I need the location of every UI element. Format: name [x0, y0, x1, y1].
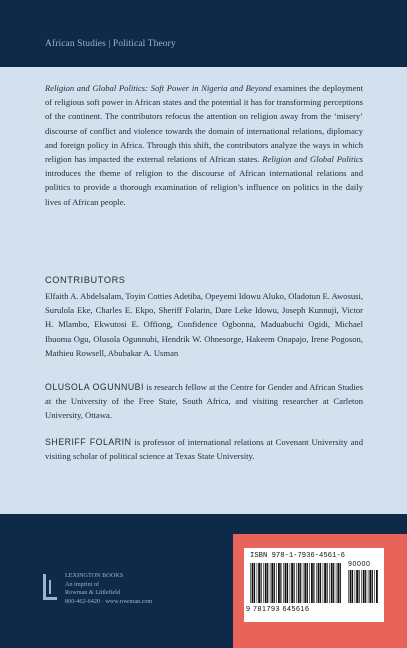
publisher-name: LEXINGTON BOOKS	[65, 572, 124, 579]
barcode-panel	[233, 534, 407, 648]
barcode-card	[244, 548, 384, 622]
publisher-parent: Rowman & Littlefield	[65, 589, 120, 597]
author-bio-text: is professor of international relations at Covenant University and visiting scholar of political science at Texas State University.	[45, 437, 364, 462]
author-bio-ogunnubi	[45, 380, 363, 423]
publisher-contact: 800-462-6420 · www.rowman.com	[65, 597, 153, 605]
ean-digits: 9 781793 645616	[246, 604, 310, 613]
series-label: African Studies | Political Theory	[45, 39, 176, 49]
ean-barcode-icon	[250, 563, 342, 603]
isbn-label: ISBN 978-1-7936-4561-6	[250, 552, 345, 560]
bottom-band	[0, 514, 407, 648]
publisher-imprint-line: An imprint of	[65, 580, 100, 588]
main-panel	[0, 67, 407, 514]
addon-digits: 90000	[348, 561, 371, 568]
author-bio-folarin	[45, 435, 363, 463]
contributors-heading: CONTRIBUTORS	[45, 275, 126, 285]
author-name: SHERIFF FOLARIN	[45, 437, 132, 447]
contributors-list: Elfaith A. Abdelsalam, Toyin Cotties Adetiba, Opeyemi Idowu Aluko, Oladotun E. Awosusi, Surulola Eke, Charles E. Ekpo, Sheriff Folarin, Dare Leke Idowu, Joseph Kunnuji, Victor H. Mlambo, Ekwutosi E. Offiong, Confidence Ogbonna, Maduabuchi Ogidi, Michael Ihuoma Ogu, Olusola Ogunnubi, Hendrik W. Ohnesorge, Hakeem Onapajo, Irene Pogoson, Mathieu Rowsell, Abubakar A. Usman	[45, 291, 363, 358]
top-band	[0, 0, 407, 67]
book-title-italic: Religion and Global Politics: Soft Power in Nigeria and Beyond	[45, 83, 272, 93]
author-bio-text: is research fellow at the Centre for Gender and African Studies at the University of the Free State, South Africa, and visiting researcher at Carleton University, Ottawa.	[45, 382, 363, 421]
book-title-italic-short: Religion and Global Politics	[262, 154, 363, 165]
addon-barcode-icon	[348, 570, 378, 603]
description-text-2: introduces the theme of religion to the discourse of African international relations and politics to provide a thorough examination of religion’s influence on politics in the daily lives of African people.	[45, 168, 363, 207]
description-text-1: examines the deployment of religious soft power in African states and the potential it has for transforming perceptions of the continent. The contributors refocus the attention on religion away from the ‘misery’ discourse of conflict and violence towards the domain of international relations, diplomacy and foreign policy in Africa. Through this shift, the contributors analyze the ways in which religion has impacted the external relations of African states.	[45, 83, 363, 165]
book-description	[45, 81, 363, 209]
lexington-logo-icon	[43, 574, 57, 600]
publisher-info	[65, 572, 152, 606]
author-name: OLUSOLA OGUNNUBI	[45, 382, 144, 392]
